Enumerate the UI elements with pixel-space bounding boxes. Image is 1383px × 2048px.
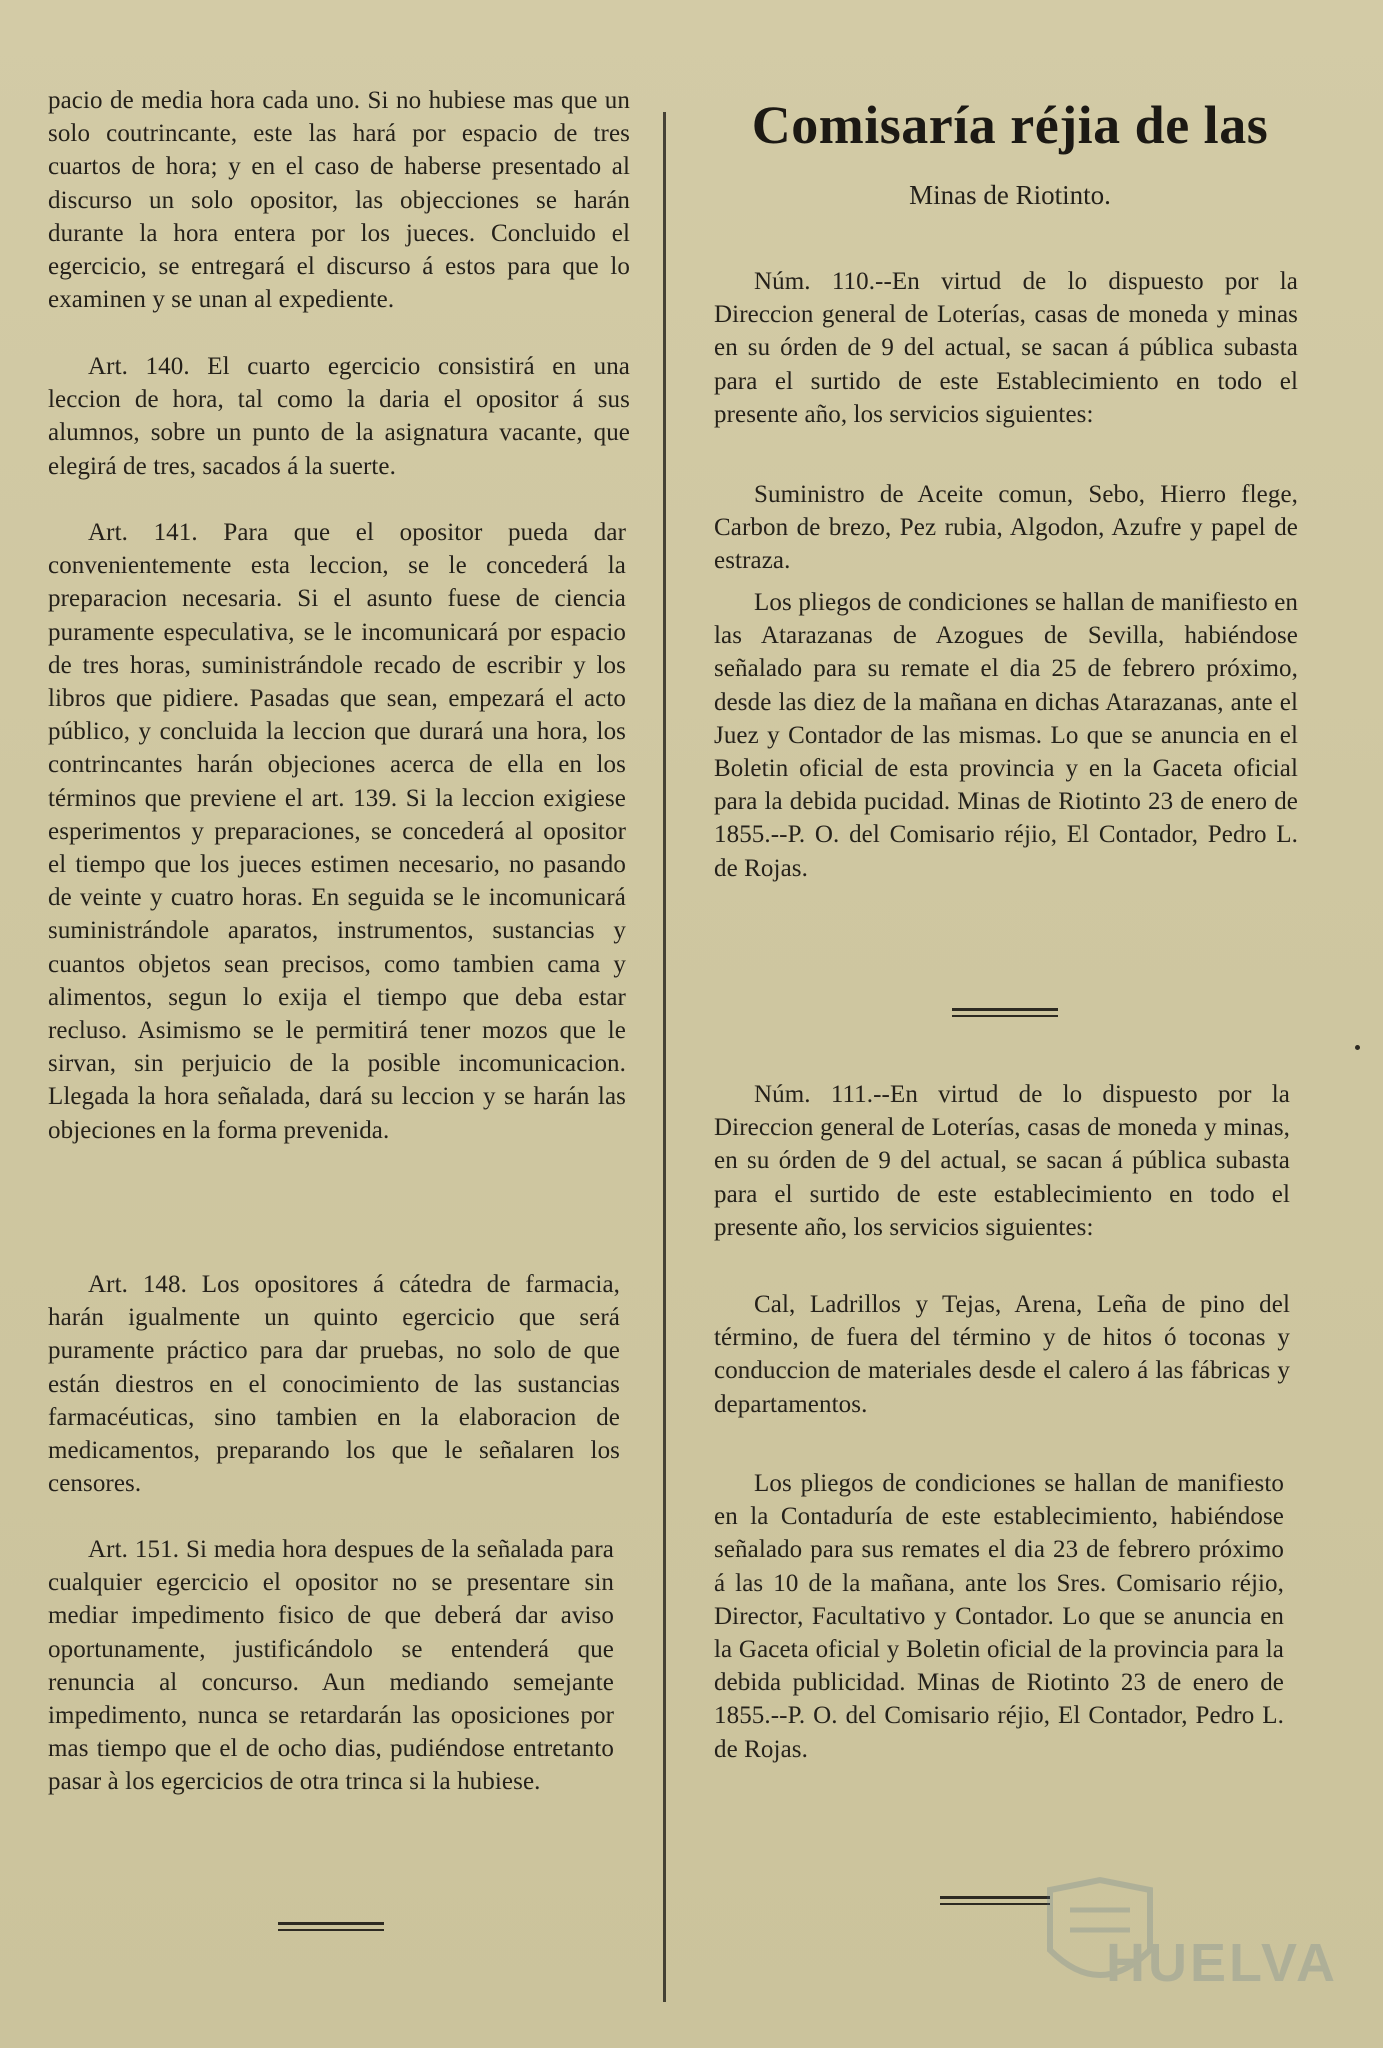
end-rule-right	[940, 1896, 1050, 1905]
ink-speck	[1355, 1045, 1360, 1050]
paragraph-art-140: Art. 140. El cuarto egercicio consistirá en una leccion de hora, tal como la daria el opositor á sus alumnos, sobre un punto de la asignatura vacante, que elegirá de tres, sacados á la suerte.	[48, 353, 630, 480]
notice-111-intro: Núm. 111.--En virtud de lo dispuesto por la Direccion general de Loterías, casas de moneda y minas, en su órden de 9 del actual, se sacan á pública subasta para el surtido de este establecimiento en todo el presente año, los servicios siguientes:	[714, 1081, 1290, 1241]
paragraph-art-148: Art. 148. Los opositores á cátedra de farmacia, harán igualmente un quinto egercicio que será puramente práctico para dar pruebas, no solo de que están diestros en el conocimiento de las sustancias farmacéuticas, sino tambien en la elaboracion de medicamentos, preparando los que le señalaren los censores.	[48, 1271, 620, 1498]
section-subtitle: Minas de Riotinto.	[909, 180, 1111, 210]
section-title: Comisaría réjia de las	[751, 95, 1269, 155]
notice-111-items: Cal, Ladrillos y Tejas, Arena, Leña de pino del término, de fuera del término y de hitos ó toconas y conduccion de materiales desde el calero á las fábricas y departamentos.	[714, 1291, 1290, 1418]
notice-110-closing: Los pliegos de condiciones se hallan de manifiesto en las Atarazanas de Azogues de Sevilla, habiéndose señalado para su remate el dia 25 de febrero próximo, desde las diez de la mañana en dichas Atarazanas, ante el Juez y Contador de las mismas. Lo que se anuncia en el Boletin oficial de esta provincia y en la Gaceta oficial para la debida pucidad. Minas de Riotinto 23 de enero de 1855.--P. O. del Comisario réjio, El Contador, Pedro L. de Rojas.	[714, 589, 1298, 882]
notice-110-items: Suministro de Aceite comun, Sebo, Hierro flege, Carbon de brezo, Pez rubia, Algodon, Azufre y papel de estraza.	[714, 481, 1298, 575]
column-divider	[663, 112, 666, 2002]
watermark-text: HUELVA	[1106, 1933, 1338, 1993]
left-column	[48, 0, 644, 2048]
end-rule-left	[278, 1922, 384, 1931]
separator-rule	[952, 1008, 1058, 1017]
notice-110-intro: Núm. 110.--En virtud de lo dispuesto por la Direccion general de Loterías, casas de moneda y minas en su órden de 9 del actual, se sacan á pública subasta para el surtido de este Establecimiento en todo el presente año, los servicios siguientes:	[714, 268, 1298, 428]
paragraph-continuation: pacio de media hora cada uno. Si no hubiese mas que un solo coutrincante, este las hará por espacio de tres cuartos de hora; y en el caso de haberse presentado al discurso un solo opositor, las objecciones se harán durante la hora entera por los jueces. Concluido el egercicio, se entregará el discurso á estos para que lo examinen y se unan al expediente.	[48, 87, 630, 314]
paragraph-art-141: Art. 141. Para que el opositor pueda dar convenientemente esta leccion, se le concederá la preparacion necesaria. Si el asunto fuese de ciencia puramente especulativa, se le incomunicará por espacio de tres horas, suministrándole recado de escribir y los libros que pidiere. Pasadas que sean, empezará el acto público, y concluida la leccion que durará una hora, los contrincantes harán objeciones acerca de ella en los términos que previene el art. 139. Si la leccion exigiese esperimentos y preparaciones, se concederá al opositor el tiempo que los jueces estimen necesario, no pasando de veinte y cuatro horas. En seguida se le incomunicará suministrándole aparatos, instrumentos, sustancias y cuantos objetos sean precisos, como tambien cama y alimentos, segun lo exija el tiempo que deba estar recluso. Asimismo se le permitirá tener mozos que le sirvan, sin perjuicio de la posible incomunicacion. Llegada la hora señalada, dará su leccion y se harán las objeciones en la forma prevenida.	[48, 519, 626, 1144]
library-stamp-watermark	[1040, 1870, 1338, 2020]
notice-111-closing: Los pliegos de condiciones se hallan de manifiesto en la Contaduría de este establecimiento, habiéndose señalado para sus remates el dia 23 de febrero próximo á las 10 de la mañana, ante los Sres. Comisario réjio, Director, Facultativo y Contador. Lo que se anuncia en la Gaceta oficial y Boletin oficial de la provincia para la debida publicidad. Minas de Riotinto 23 de enero de 1855.--P. O. del Comisario réjio, El Contador, Pedro L. de Rojas.	[714, 1470, 1284, 1763]
paragraph-art-151: Art. 151. Si media hora despues de la señalada para cualquier egercicio el opositor no se presentare sin mediar impedimento fisico de que deberá dar aviso oportunamente, justificándolo se entenderá que renuncia al concurso. Aun mediando semejante impedimento, nunca se retardarán las oposiciones por mas tiempo que el de ocho dias, pudiéndose entretanto pasar à los egercicios de otra trinca si la hubiese.	[48, 1536, 614, 1796]
right-column	[714, 0, 1306, 2048]
